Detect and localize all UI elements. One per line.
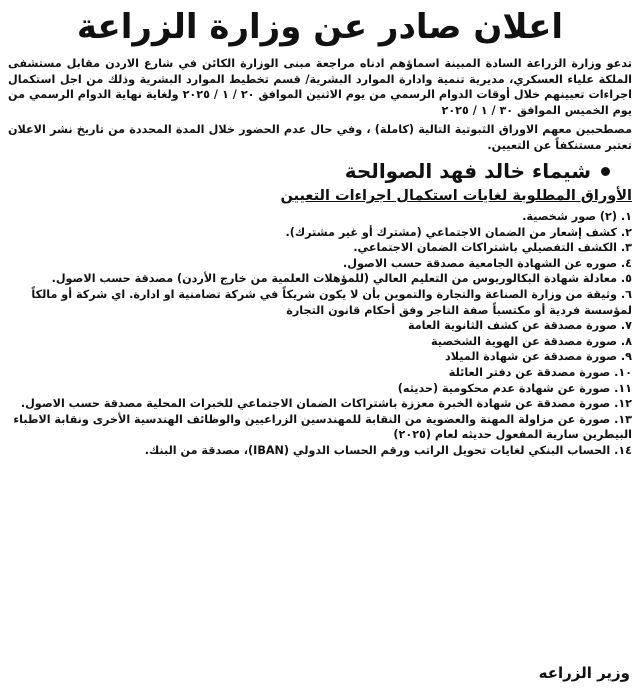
list-item: ٢. كشف إشعار من الضمان الاجتماعي (مشترك أو غير مشترك). — [285, 225, 632, 239]
bullet-icon — [601, 167, 610, 176]
list-item: ١١. صورة عن شهادة عدم محكومية (حديثه) — [397, 381, 632, 395]
minister-signature: وزير الزراعه — [538, 664, 630, 682]
documents-list — [8, 209, 632, 459]
list-item: ٧. صورة مصدقة عن كشف الثانوية العامة — [407, 319, 632, 333]
announcement-title: اعلان صادر عن وزارة الزراعة — [76, 7, 564, 47]
list-item: ٨. صورة مصدقة عن الهوية الشخصية — [431, 334, 632, 348]
list-item: ٥. معادلة شهادة البكالوريوس من التعليم العالي (للمؤهلات العلمية من خارج الأردن) مصدقة حسب الاصول. — [51, 272, 632, 286]
list-item: ٩. صورة مصدقة عن شهادة الميلاد — [445, 350, 632, 364]
candidate-name: شيماء خالد فهد الصوالحة — [344, 159, 591, 183]
list-item: ١. (٢) صور شخصية. — [522, 210, 632, 223]
list-item: ٣. الكشف التفصيلي باشتراكات الضمان الاجتماعي. — [353, 241, 632, 255]
list-item: ١٣. صورة عن مزاولة المهنة والعضوية من النقابة للمهندسين الزراعيين والوظائف الهندسية الأخرى ونقابة الاطباء البيطرين سارية المفعول حديثه لعام (٢٠٢٥) — [13, 412, 632, 442]
list-item: ٦. وثيقة من وزارة الصناعة والتجارة والتموين بأن لا يكون شريكاً في شركة تضامنية او ادارة. اي شركة أو مالكاً لمؤسسة فردية أو مكتسباً صفة التاجر وفق أحكام قانون التجارة — [31, 287, 632, 317]
documents-note-paragraph: مصطحبين معهم الاوراق الثبوتية التالية (كاملة) ، وفي حال عدم الحضور خلال المدة المحددة من تاريخ نشر الاعلان تعتبر مستنكفاً عن التعيين. — [8, 123, 632, 152]
list-item: ١٠. صورة مصدقة عن دفتر العائلة — [448, 365, 632, 379]
candidate-entry — [8, 157, 610, 185]
documents-heading: الأوراق المطلوبة لغايات استكمال اجراءات التعيين — [280, 188, 632, 204]
announcement-page — [0, 4, 640, 696]
list-item: ٤. صوره عن الشهادة الجامعية مصدقة حسب الاصول. — [343, 256, 632, 270]
list-item: ١٢. صورة مصدقة عن شهادة الخبرة معززة باشتراكات الضمان الاجتماعي للخبرات المحلية مصدقة حسب الاصول. — [20, 397, 632, 411]
intro-paragraph: تدعو وزارة الزراعة السادة المبينة اسماؤهم ادناه مراجعة مبنى الوزارة الكائن في شارع الاردن مقابل مستشفى الملكة علياء العسكري، مديرية تنمية وادارة الموارد البشرية/ قسم تخطيط الموارد البشرية وذلك من اجل استكمال اجراءات تعيينهم خلال أوقات الدوام الرسمي من يوم الاثنين الموافق ٢٠ / ١ / ٢٠٢٥ ولغاية نهاية الدوام الرسمي من يوم الخميس الموافق ٣٠ / ١ / ٢٠٢٥ — [8, 57, 632, 117]
list-item: ١٤. الحساب البنكي لغايات تحويل الراتب ورقم الحساب الدولي (IBAN)، مصدقة من البنك. — [144, 443, 632, 457]
